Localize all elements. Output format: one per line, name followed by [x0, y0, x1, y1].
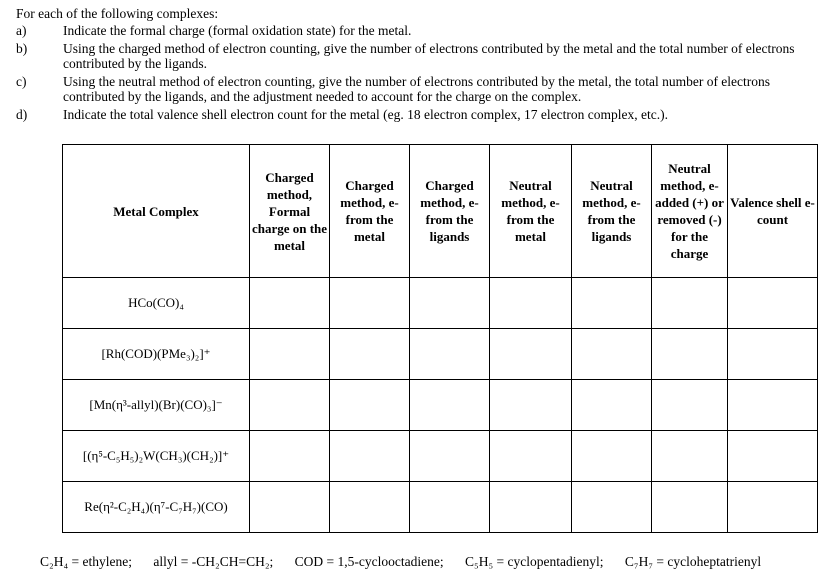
answer-cell[interactable] — [250, 278, 330, 329]
item-text: Indicate the total valence shell electron count for the metal (eg. 18 electron complex, 17 electron complex, etc.). — [63, 107, 668, 122]
instructions-intro: For each of the following complexes: — [16, 6, 219, 21]
footnote-cp: C₅H₅ = cyclopentadienyl; — [465, 554, 604, 569]
header-neutral-e-ligands: Neutral method, e- from the ligands — [572, 145, 652, 278]
answer-cell[interactable] — [728, 431, 818, 482]
complex-name-cell: [(η⁵-C₅H₅)₂W(CH₃)(CH₂)]⁺ — [63, 431, 250, 482]
answer-cell[interactable] — [330, 482, 410, 533]
answer-cell[interactable] — [330, 431, 410, 482]
table-row — [63, 431, 818, 482]
table-row — [63, 482, 818, 533]
answer-cell[interactable] — [410, 329, 490, 380]
answer-cell[interactable] — [410, 431, 490, 482]
instruction-item-a — [16, 23, 816, 38]
footnote-allyl: allyl = -CH₂CH=CH₂; — [153, 554, 274, 569]
answer-cell[interactable] — [330, 329, 410, 380]
item-marker: a) — [16, 23, 27, 38]
item-text: Using the neutral method of electron counting, give the number of electrons contributed by the metal, the total number of electrons contributed by the ligands, and the adjustment needed to account for the charge on the complex. — [63, 74, 771, 104]
answer-cell[interactable] — [250, 482, 330, 533]
answer-cell[interactable] — [410, 482, 490, 533]
table-row — [63, 329, 818, 380]
complex-name-cell: [Mn(η³-allyl)(Br)(CO)₃]⁻ — [63, 380, 250, 431]
answer-cell[interactable] — [490, 329, 572, 380]
complex-name-cell: Re(η²-C₂H₄)(η⁷-C₇H₇)(CO) — [63, 482, 250, 533]
answer-cell[interactable] — [728, 329, 818, 380]
answer-cell[interactable] — [572, 329, 652, 380]
table-row — [63, 380, 818, 431]
header-valence-count: Valence shell e- count — [728, 145, 818, 278]
header-neutral-charge-adjustment: Neutral method, e- added (+) or removed (-) for the charge — [652, 145, 728, 278]
answer-cell[interactable] — [490, 482, 572, 533]
instruction-item-d — [16, 107, 816, 122]
answer-cell[interactable] — [652, 380, 728, 431]
header-charged-e-metal: Charged method, e- from the metal — [330, 145, 410, 278]
header-metal-complex: Metal Complex — [63, 145, 250, 278]
instruction-item-c — [16, 74, 816, 104]
header-charged-formal-charge: Charged method, Formal charge on the metal — [250, 145, 330, 278]
answer-cell[interactable] — [330, 278, 410, 329]
item-marker: d) — [16, 107, 28, 122]
answer-cell[interactable] — [572, 482, 652, 533]
item-text: Using the charged method of electron counting, give the number of electrons contributed by the metal and the total number of electrons contributed by the ligands. — [63, 41, 795, 71]
answer-cell[interactable] — [490, 278, 572, 329]
answer-cell[interactable] — [652, 278, 728, 329]
footnote-c7h7: C₇H₇ = cycloheptatrienyl — [624, 554, 762, 569]
header-row — [63, 145, 818, 278]
electron-count-table — [62, 144, 818, 533]
answer-cell[interactable] — [250, 380, 330, 431]
answer-cell[interactable] — [652, 329, 728, 380]
answer-cell[interactable] — [572, 278, 652, 329]
instruction-item-b — [16, 41, 816, 71]
answer-cell[interactable] — [490, 380, 572, 431]
header-charged-e-ligands: Charged method, e- from the ligands — [410, 145, 490, 278]
answer-cell[interactable] — [490, 431, 572, 482]
table-row — [63, 278, 818, 329]
abbreviations-footnote — [40, 554, 779, 570]
answer-cell[interactable] — [728, 278, 818, 329]
answer-cell[interactable] — [728, 380, 818, 431]
item-marker: c) — [16, 74, 27, 89]
instruction-list — [16, 23, 816, 125]
footnote-cod: COD = 1,5-cyclooctadiene; — [294, 554, 444, 569]
answer-cell[interactable] — [410, 380, 490, 431]
answer-cell[interactable] — [572, 380, 652, 431]
item-text: Indicate the formal charge (formal oxidation state) for the metal. — [63, 23, 412, 38]
answer-cell[interactable] — [250, 431, 330, 482]
answer-cell[interactable] — [250, 329, 330, 380]
answer-cell[interactable] — [330, 380, 410, 431]
answer-cell[interactable] — [652, 482, 728, 533]
answer-cell[interactable] — [572, 431, 652, 482]
item-marker: b) — [16, 41, 28, 56]
complex-name-cell: [Rh(COD)(PMe₃)₂]⁺ — [63, 329, 250, 380]
complex-name-cell: HCo(CO)₄ — [63, 278, 250, 329]
answer-cell[interactable] — [410, 278, 490, 329]
answer-cell[interactable] — [728, 482, 818, 533]
footnote-ethylene: C₂H₄ = ethylene; — [40, 554, 133, 569]
header-neutral-e-metal: Neutral method, e- from the metal — [490, 145, 572, 278]
answer-cell[interactable] — [652, 431, 728, 482]
